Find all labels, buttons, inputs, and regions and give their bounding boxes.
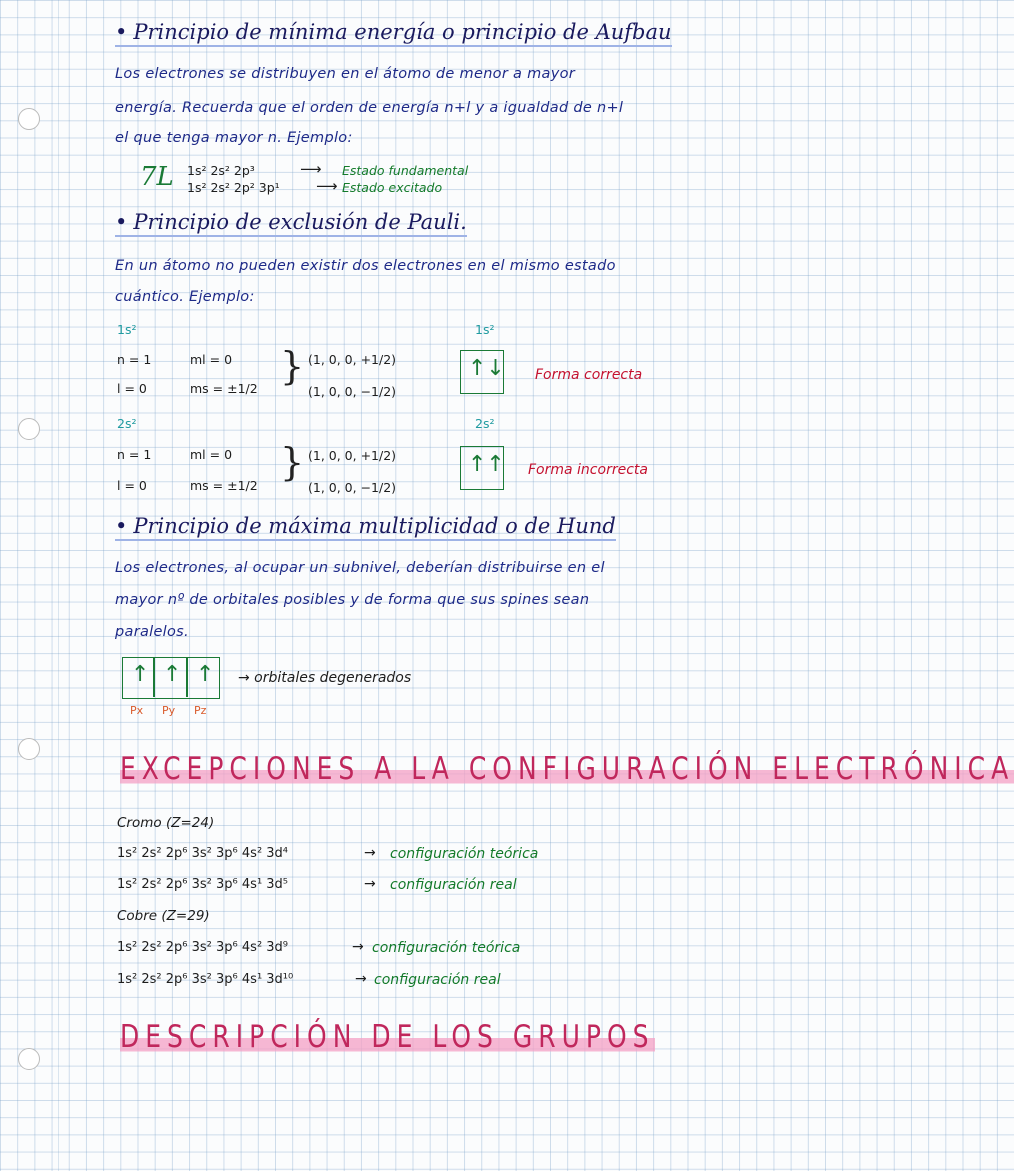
section-title-aufbau: • Principio de mínima energía o principio de Aufbau bbox=[115, 20, 672, 47]
config-label: configuración teórica bbox=[372, 940, 521, 956]
spin-arrow: ↑ bbox=[131, 662, 150, 687]
binder-hole bbox=[18, 418, 40, 440]
text-line: En un átomo no pueden existir dos electrones en el mismo estado bbox=[115, 258, 616, 274]
quantum-ml: ml = 0 bbox=[190, 447, 233, 462]
orbital-name: Py bbox=[162, 704, 176, 717]
text-line: Los electrones se distribuyen en el átomo de menor a mayor bbox=[115, 66, 576, 82]
orbital-divider bbox=[186, 657, 188, 697]
quantum-set: (1, 0, 0, +1/2) bbox=[308, 448, 397, 463]
orbital-name: Px bbox=[130, 704, 144, 717]
spin-arrows: ↑↓ bbox=[468, 356, 505, 381]
arrow: → bbox=[364, 876, 376, 892]
section-title-hund: • Principio de máxima multiplicidad o de Hund bbox=[115, 514, 616, 541]
binder-hole bbox=[18, 1048, 40, 1070]
section-title-exceptions: EXCEPCIONES A LA CONFIGURACIÓN ELECTRÓNICA bbox=[120, 750, 1014, 787]
example-config: 1s² 2s² 2p² 3p¹ bbox=[187, 180, 280, 195]
box-label: 2s² bbox=[475, 416, 495, 431]
text-line: el que tenga mayor n. Ejemplo: bbox=[115, 130, 353, 146]
orbital-label: 2s² bbox=[117, 416, 137, 431]
binder-hole bbox=[18, 108, 40, 130]
section-title-groups: DESCRIPCIÓN DE LOS GRUPOS bbox=[120, 1018, 655, 1055]
text-line: energía. Recuerda que el orden de energía n+l y a igualdad de n+l bbox=[115, 100, 624, 116]
element-label: 7L bbox=[140, 162, 174, 192]
orbital-label: 1s² bbox=[117, 322, 137, 337]
config: 1s² 2s² 2p⁶ 3s² 3p⁶ 4s² 3d⁹ bbox=[117, 940, 289, 955]
margin-line bbox=[58, 0, 59, 1171]
arrow: ⟶ bbox=[316, 177, 338, 195]
text-line: mayor nº de orbitales posibles y de forma que sus spines sean bbox=[115, 592, 590, 608]
text-line: Los electrones, al ocupar un subnivel, deberían distribuirse en el bbox=[115, 560, 605, 576]
config-label: configuración real bbox=[374, 972, 501, 988]
quantum-set: (1, 0, 0, −1/2) bbox=[308, 480, 397, 495]
element-cromo: Cromo (Z=24) bbox=[117, 815, 215, 831]
box-label: 1s² bbox=[475, 322, 495, 337]
spin-arrow: ↑ bbox=[196, 662, 215, 687]
spin-arrow: ↑ bbox=[163, 662, 182, 687]
config: 1s² 2s² 2p⁶ 3s² 3p⁶ 4s¹ 3d⁵ bbox=[117, 877, 289, 892]
quantum-set: (1, 0, 0, +1/2) bbox=[308, 352, 397, 367]
quantum-ms: ms = ±1/2 bbox=[190, 381, 258, 396]
quantum-n: n = 1 bbox=[117, 447, 152, 462]
element-cobre: Cobre (Z=29) bbox=[117, 908, 210, 924]
text-line: paralelos. bbox=[115, 624, 189, 640]
quantum-n: n = 1 bbox=[117, 352, 152, 367]
example-state: Estado excitado bbox=[342, 180, 443, 195]
binder-hole bbox=[18, 738, 40, 760]
config: 1s² 2s² 2p⁶ 3s² 3p⁶ 4s¹ 3d¹⁰ bbox=[117, 972, 294, 987]
arrow: → bbox=[355, 971, 367, 987]
spin-arrows: ↑↑ bbox=[468, 452, 505, 477]
brace: } bbox=[280, 344, 305, 388]
quantum-l: l = 0 bbox=[117, 381, 147, 396]
orbital-divider bbox=[153, 657, 155, 697]
orbital-note: → orbitales degenerados bbox=[238, 670, 412, 686]
section-title-pauli: • Principio de exclusión de Pauli. bbox=[115, 210, 467, 237]
example-config: 1s² 2s² 2p³ bbox=[187, 163, 255, 178]
arrow: → bbox=[352, 939, 364, 955]
example-state: Estado fundamental bbox=[342, 163, 469, 178]
arrow: → bbox=[364, 845, 376, 861]
orbital-name: Pz bbox=[194, 704, 207, 717]
quantum-ml: ml = 0 bbox=[190, 352, 233, 367]
text-line: cuántico. Ejemplo: bbox=[115, 289, 255, 305]
quantum-l: l = 0 bbox=[117, 478, 147, 493]
brace: } bbox=[280, 440, 305, 484]
quantum-ms: ms = ±1/2 bbox=[190, 478, 258, 493]
quantum-set: (1, 0, 0, −1/2) bbox=[308, 384, 397, 399]
config-label: configuración real bbox=[390, 877, 517, 893]
config-label: configuración teórica bbox=[390, 846, 539, 862]
verdict-incorrect: Forma incorrecta bbox=[528, 462, 648, 478]
arrow: ⟶ bbox=[300, 160, 322, 178]
config: 1s² 2s² 2p⁶ 3s² 3p⁶ 4s² 3d⁴ bbox=[117, 846, 289, 861]
verdict-correct: Forma correcta bbox=[535, 367, 643, 383]
